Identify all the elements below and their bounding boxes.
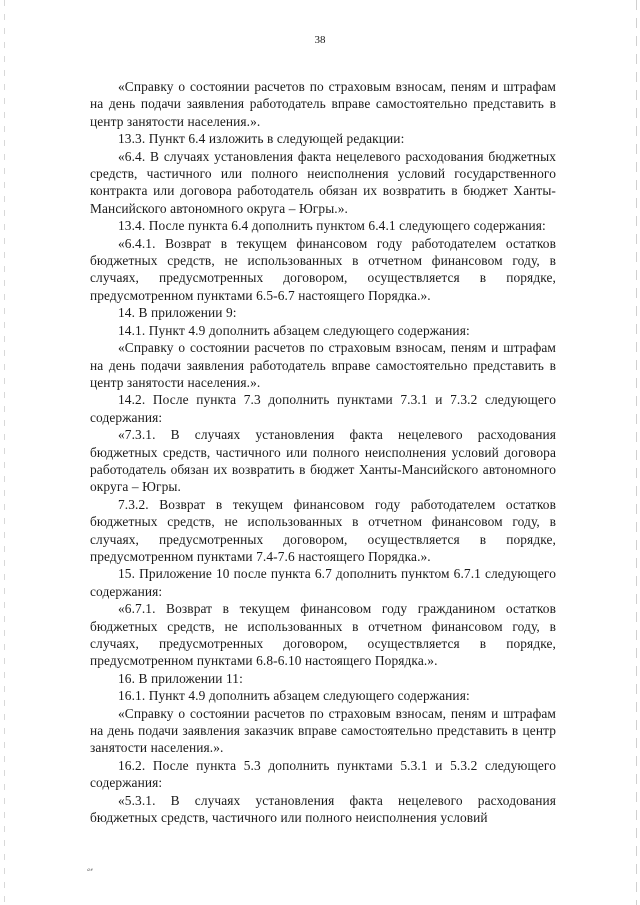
paragraph: 13.4. После пункта 6.4 дополнить пунктом 6.4.1 следующего содержания:: [118, 218, 546, 234]
paragraph: «7.3.1. В случаях установления факта нецелевого расходования бюджетных средств, частичного или полного неисполнения условий договора работодатель обязан их возвратить в бюджет Ханты-Мансийского автономного округа – Югры.: [90, 427, 556, 495]
paragraph: «6.4. В случаях установления факта нецелевого расходования бюджетных средств, частичного или полного неисполнения условий государственного контракта или договора работодатель обязан их возвратить в бюджет Ханты-Мансийского автономного округа – Югры.».: [90, 148, 556, 216]
paragraph: 13.3. Пункт 6.4 изложить в следующей редакции:: [118, 131, 405, 147]
paragraph: 7.3.2. Возврат в текущем финансовом году работодателем остатков бюджетных средств, не использованных в отчетном финансовом году, в случаях, предусмотренных договором, осуществляется в порядке, предусмотренном пунктами 7.4-7.6 настоящего Порядка.».: [90, 496, 556, 564]
paragraph: 16.1. Пункт 4.9 дополнить абзацем следующего содержания:: [118, 688, 470, 704]
paragraph: «Справку о состоянии расчетов по страховым взносам, пеням и штрафам на день подачи заявления работодатель вправе самостоятельно представить в центр занятости населения.».: [90, 340, 556, 390]
document-body: [90, 78, 556, 826]
paragraph: 14. В приложении 9:: [118, 305, 237, 321]
paragraph: 16. В приложении 11:: [118, 670, 243, 686]
scan-edge-right: [636, 0, 637, 905]
paragraph: 14.2. После пункта 7.3 дополнить пунктами 7.3.1 и 7.3.2 следующего содержания:: [90, 392, 556, 425]
footer-mark: ᵃᵉ: [87, 866, 93, 875]
paragraph: 16.2. После пункта 5.3 дополнить пунктами 5.3.1 и 5.3.2 следующего содержания:: [90, 757, 556, 791]
paragraph: «Справку о состоянии расчетов по страховым взносам, пеням и штрафам на день подачи заявления заказчик вправе самостоятельно представить в центр занятости населения.».: [90, 705, 556, 756]
scan-edge-left: [4, 0, 5, 905]
page-number: 38: [314, 34, 326, 46]
paragraph: «5.3.1. В случаях установления факта нецелевого расходования бюджетных средств, частичного или полного неисполнения условий: [90, 792, 556, 826]
paragraph: 15. Приложение 10 после пункта 6.7 дополнить пунктом 6.7.1 следующего содержания:: [90, 566, 556, 599]
paragraph: 14.1. Пункт 4.9 дополнить абзацем следующего содержания:: [118, 322, 470, 338]
paragraph: «6.7.1. Возврат в текущем финансовом году гражданином остатков бюджетных средств, не использованных в отчетном финансовом году, в случаях, предусмотренных договором, осуществляется в порядке, предусмотренном пунктами 6.8-6.10 настоящего Порядка.».: [90, 601, 556, 669]
paragraph: «6.4.1. Возврат в текущем финансовом году работодателем остатков бюджетных средств, не использованных в отчетном финансовом году, в случаях, предусмотренных договором, осуществляется в порядке, предусмотренном пунктами 6.5-6.7 настоящего Порядка.».: [90, 235, 556, 303]
paragraph: «Справку о состоянии расчетов по страховым взносам, пеням и штрафам на день подачи заявления работодатель вправе самостоятельно представить в центр занятости населения.».: [90, 79, 556, 129]
